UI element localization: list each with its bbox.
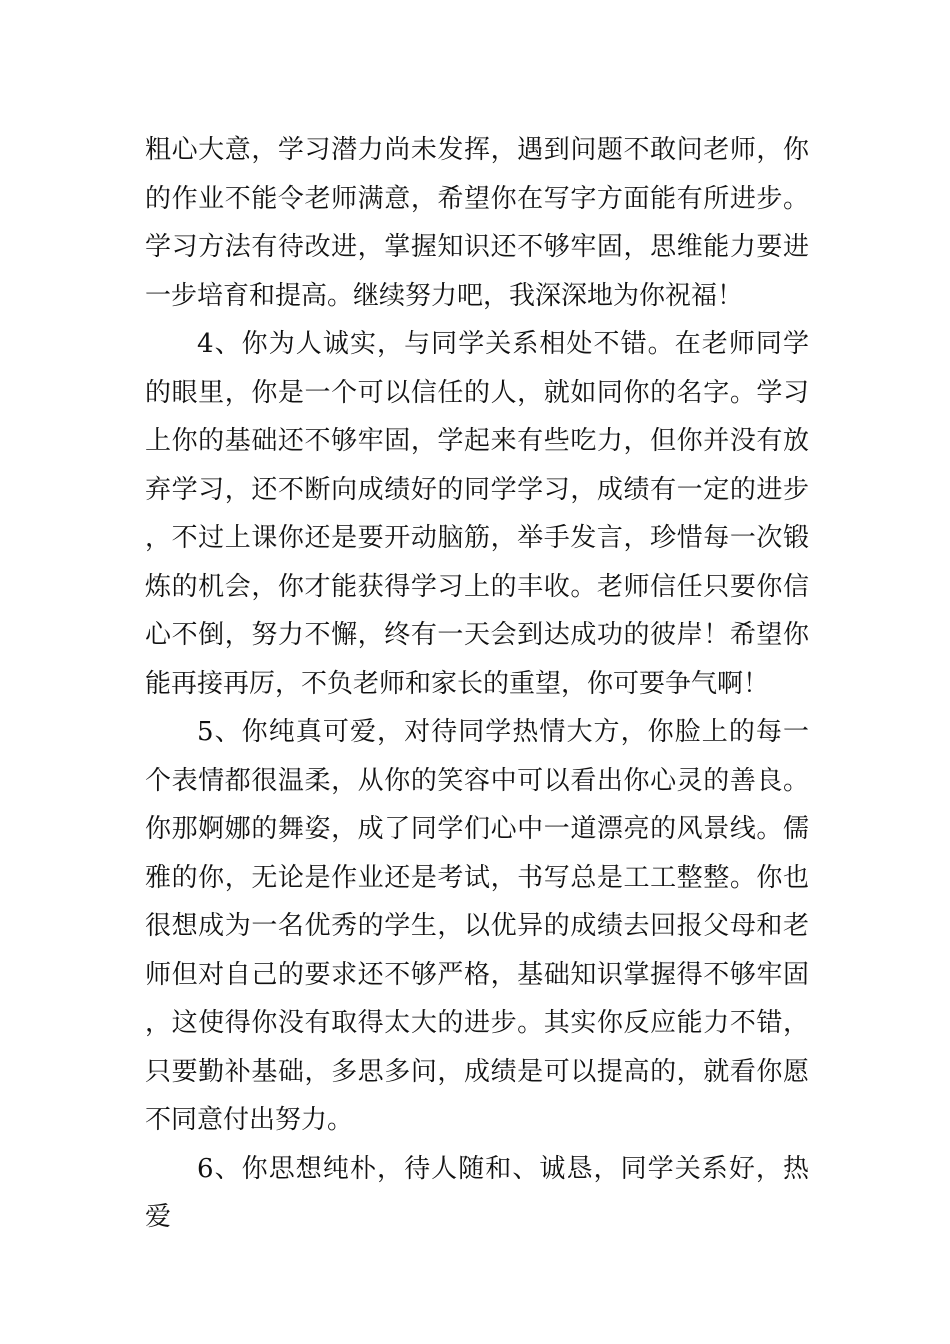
document-body <box>145 126 809 1242</box>
paragraph-comment-6: 6、你思想纯朴，待人随和、诚恳，同学关系好，热爱 <box>145 1153 809 1232</box>
paragraph-comment-4: 4、你为人诚实，与同学关系相处不错。在老师同学的眼里，你是一个可以信任的人，就如同你的名字。学习上你的基础还不够牢固，学起来有些吃力，但你并没有放弃学习，还不断向成绩好的同学学习，成绩有一定的进步，不过上课你还是要开动脑筋，举手发言，珍惜每一次锻炼的机会，你才能获得学习上的丰收。老师信任只要你信心不倒，努力不懈，终有一天会到达成功的彼岸！希望你能再接再厉，不负老师和家长的重望，你可要争气啊！ <box>145 329 809 699</box>
paragraph-continuation: 粗心大意，学习潜力尚未发挥，遇到问题不敢问老师，你的作业不能令老师满意，希望你在写字方面能有所进步。学习方法有待改进，掌握知识还不够牢固，思维能力要进一步培育和提高。继续努力吧，我深深地为你祝福！ <box>145 135 809 311</box>
paragraph-comment-5: 5、你纯真可爱，对待同学热情大方，你脸上的每一个表情都很温柔，从你的笑容中可以看出你心灵的善良。你那婀娜的舞姿，成了同学们心中一道漂亮的风景线。儒雅的你，无论是作业还是考试，书写总是工工整整。你也很想成为一名优秀的学生，以优异的成绩去回报父母和老师但对自己的要求还不够严格，基础知识掌握得不够牢固，这使得你没有取得太大的进步。其实你反应能力不错，只要勤补基础，多思多问，成绩是可以提高的，就看你愿不同意付出努力。 <box>145 717 809 1135</box>
